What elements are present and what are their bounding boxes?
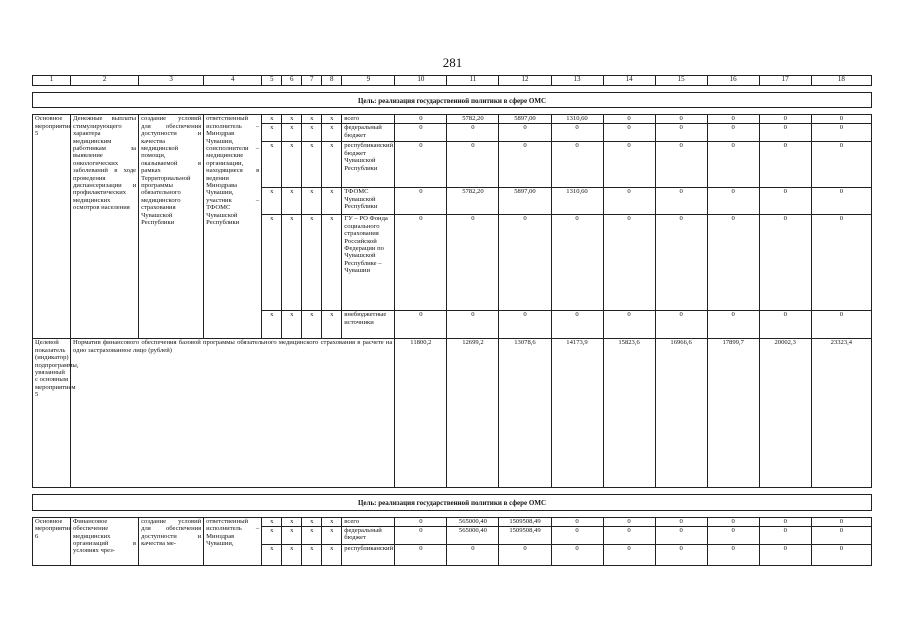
value-cell: 0 (603, 124, 655, 142)
column-header: 17 (759, 76, 811, 86)
value-cell: 1509508,49 (499, 517, 551, 526)
value-cell: 0 (655, 544, 707, 565)
value-cell: 0 (499, 544, 551, 565)
code-cell: x (322, 311, 342, 339)
value-cell: 0 (395, 311, 447, 339)
value-cell: 0 (499, 142, 551, 188)
value-cell: 0 (811, 311, 871, 339)
column-header: 13 (551, 76, 603, 86)
value-cell: 0 (447, 124, 499, 142)
value-cell: 0 (395, 526, 447, 544)
funding-source: ГУ – РО Фонда социального страхования Российской Федерации по Чувашской Республике – Чувашии (342, 215, 395, 311)
value-cell: 0 (655, 517, 707, 526)
column-header: 8 (322, 76, 342, 86)
column-header: 12 (499, 76, 551, 86)
value-cell: 0 (811, 124, 871, 142)
value-cell: 0 (395, 115, 447, 124)
value-cell: 0 (395, 544, 447, 565)
value-cell: 0 (499, 215, 551, 311)
code-cell: x (282, 215, 302, 311)
value-cell: 0 (603, 517, 655, 526)
column-header: 18 (811, 76, 871, 86)
code-cell: x (322, 544, 342, 565)
value-cell: 0 (759, 188, 811, 215)
value-cell: 1310,60 (551, 188, 603, 215)
event-name: Основное мероприятие 5 (33, 115, 71, 339)
column-header: 10 (395, 76, 447, 86)
value-cell: 0 (395, 188, 447, 215)
value-cell: 0 (395, 142, 447, 188)
value-cell: 0 (655, 142, 707, 188)
value-cell: 0 (447, 311, 499, 339)
event-name: Основное мероприятие 6 (33, 517, 71, 565)
value-cell: 0 (707, 544, 759, 565)
indicator-value: 17899,7 (707, 339, 759, 488)
code-cell: x (322, 517, 342, 526)
value-cell: 0 (655, 311, 707, 339)
value-cell: 0 (655, 215, 707, 311)
value-cell: 0 (759, 142, 811, 188)
indicator-value: 16966,6 (655, 339, 707, 488)
spacer-row (33, 86, 872, 93)
value-cell: 0 (759, 526, 811, 544)
value-cell: 5782,20 (447, 188, 499, 215)
spacer-cell (33, 510, 872, 517)
code-cell: x (302, 526, 322, 544)
spacer-row (33, 510, 872, 517)
value-cell: 0 (551, 526, 603, 544)
code-cell: x (302, 115, 322, 124)
table-row (33, 115, 872, 124)
funding-source: всего (342, 517, 395, 526)
budget-table (32, 75, 872, 566)
spacer-row (33, 108, 872, 115)
value-cell: 0 (603, 142, 655, 188)
value-cell: 0 (603, 215, 655, 311)
code-cell: x (322, 142, 342, 188)
column-header: 16 (707, 76, 759, 86)
value-cell: 0 (551, 124, 603, 142)
column-header: 4 (204, 76, 262, 86)
code-cell: x (282, 311, 302, 339)
code-cell: x (302, 544, 322, 565)
value-cell: 0 (551, 142, 603, 188)
column-header: 2 (71, 76, 139, 86)
value-cell: 0 (707, 311, 759, 339)
indicator-value: 23323,4 (811, 339, 871, 488)
value-cell: 0 (551, 311, 603, 339)
value-cell: 0 (707, 188, 759, 215)
value-cell: 0 (499, 311, 551, 339)
code-cell: x (262, 517, 282, 526)
indicator-text: Норматив финансового обеспечения базовой программы обязательного медицинского страхования в расчете на одно застрахованное лицо (рублей) (71, 339, 395, 488)
code-cell: x (262, 142, 282, 188)
value-cell: 0 (759, 517, 811, 526)
value-cell: 0 (603, 311, 655, 339)
value-cell: 0 (707, 124, 759, 142)
funding-source: федеральный бюджет (342, 124, 395, 142)
event-title: Денежные выплаты стимулирующего характера медицинским работникам за выявление онкологических заболеваний в ходе проведения диспансеризации и профилактических медицинских осмотров населения (71, 115, 139, 339)
value-cell: 0 (655, 526, 707, 544)
value-cell: 0 (447, 544, 499, 565)
value-cell: 0 (707, 526, 759, 544)
indicator-value: 20002,3 (759, 339, 811, 488)
value-cell: 565000,40 (447, 517, 499, 526)
code-cell: x (262, 544, 282, 565)
code-cell: x (282, 142, 302, 188)
indicator-value: 15823,6 (603, 339, 655, 488)
value-cell: 0 (447, 215, 499, 311)
event-title: Финансовое обеспечение медицинских организаций в условиях чрез- (71, 517, 139, 565)
code-cell: x (322, 124, 342, 142)
value-cell: 0 (811, 188, 871, 215)
code-cell: x (262, 115, 282, 124)
value-cell: 0 (655, 124, 707, 142)
code-cell: x (282, 526, 302, 544)
table-row (33, 517, 872, 526)
value-cell: 0 (811, 142, 871, 188)
funding-source: республиканский (342, 544, 395, 565)
code-cell: x (282, 115, 302, 124)
header-row (33, 76, 872, 86)
indicator-value: 13078,6 (499, 339, 551, 488)
code-cell: x (322, 115, 342, 124)
code-cell: x (302, 215, 322, 311)
code-cell: x (262, 215, 282, 311)
value-cell: 0 (811, 215, 871, 311)
code-cell: x (282, 544, 302, 565)
value-cell: 0 (447, 142, 499, 188)
code-cell: x (282, 517, 302, 526)
column-header: 3 (139, 76, 204, 86)
value-cell: 0 (811, 115, 871, 124)
value-cell: 0 (551, 215, 603, 311)
code-cell: x (322, 215, 342, 311)
value-cell: 0 (811, 526, 871, 544)
spacer-cell (33, 86, 872, 93)
value-cell: 0 (811, 544, 871, 565)
value-cell: 0 (759, 124, 811, 142)
column-header: 9 (342, 76, 395, 86)
code-cell: x (302, 124, 322, 142)
code-cell: x (302, 188, 322, 215)
indicator-row (33, 339, 872, 488)
spacer-cell (33, 108, 872, 115)
event-executors: ответственный исполнитель – Минздрав Чувашии, (204, 517, 262, 565)
value-cell: 0 (655, 115, 707, 124)
column-header: 14 (603, 76, 655, 86)
value-cell: 1310,60 (551, 115, 603, 124)
event-purpose: создание условий для обеспечения доступности и качества ме- (139, 517, 204, 565)
value-cell: 0 (707, 115, 759, 124)
code-cell: x (302, 517, 322, 526)
value-cell: 0 (395, 215, 447, 311)
value-cell: 0 (707, 215, 759, 311)
value-cell: 5897,00 (499, 115, 551, 124)
code-cell: x (262, 188, 282, 215)
value-cell: 0 (395, 124, 447, 142)
value-cell: 0 (759, 215, 811, 311)
value-cell: 0 (603, 544, 655, 565)
goal-row (33, 93, 872, 108)
value-cell: 5897,00 (499, 188, 551, 215)
code-cell: x (322, 188, 342, 215)
column-header: 6 (282, 76, 302, 86)
indicator-value: 11800,2 (395, 339, 447, 488)
code-cell: x (302, 311, 322, 339)
column-header: 7 (302, 76, 322, 86)
goal-title: Цель: реализация государственной политики в сфере ОМС (33, 93, 872, 108)
value-cell: 0 (499, 124, 551, 142)
goal-row (33, 495, 872, 510)
code-cell: x (262, 124, 282, 142)
column-header: 15 (655, 76, 707, 86)
goal-title: Цель: реализация государственной политики в сфере ОМС (33, 495, 872, 510)
column-header: 5 (262, 76, 282, 86)
code-cell: x (322, 526, 342, 544)
spacer-row (33, 488, 872, 495)
code-cell: x (302, 142, 322, 188)
value-cell: 0 (707, 517, 759, 526)
value-cell: 0 (603, 115, 655, 124)
value-cell: 0 (759, 544, 811, 565)
value-cell: 1509508,49 (499, 526, 551, 544)
page-number: 281 (442, 55, 463, 70)
value-cell: 0 (655, 188, 707, 215)
value-cell: 0 (551, 517, 603, 526)
indicator-label: Целевой показатель (индикатор) подпрограммы, увязанный с основным мероприятием 5 (33, 339, 71, 488)
value-cell: 0 (759, 115, 811, 124)
event-executors: ответственный исполнитель – Минздрав Чувашии, соисполнители – медицинские организации, находящиеся в ведении Минздрава Чувашии, участник – ТФОМС Чувашской Республики (204, 115, 262, 339)
funding-source: республиканский бюджет Чувашской Республики (342, 142, 395, 188)
value-cell: 0 (395, 517, 447, 526)
code-cell: x (262, 311, 282, 339)
indicator-value: 14173,9 (551, 339, 603, 488)
value-cell: 565000,40 (447, 526, 499, 544)
spacer-cell (33, 488, 872, 495)
value-cell: 0 (811, 517, 871, 526)
funding-source: федеральный бюджет (342, 526, 395, 544)
value-cell: 0 (707, 142, 759, 188)
event-purpose: создание условий для обеспечения доступности и качества медицинской помощи, оказываемой в рамках Территориальной программы обязательного медицинского страхования Чувашской Республики (139, 115, 204, 339)
column-header: 11 (447, 76, 499, 86)
code-cell: x (282, 188, 302, 215)
column-header: 1 (33, 76, 71, 86)
code-cell: x (282, 124, 302, 142)
code-cell: x (262, 526, 282, 544)
indicator-value: 12699,2 (447, 339, 499, 488)
funding-source: ТФОМС Чувашской Республики (342, 188, 395, 215)
funding-source: внебюджетные источники (342, 311, 395, 339)
value-cell: 0 (603, 526, 655, 544)
value-cell: 0 (603, 188, 655, 215)
value-cell: 0 (759, 311, 811, 339)
value-cell: 0 (551, 544, 603, 565)
value-cell: 5782,20 (447, 115, 499, 124)
funding-source: всего (342, 115, 395, 124)
